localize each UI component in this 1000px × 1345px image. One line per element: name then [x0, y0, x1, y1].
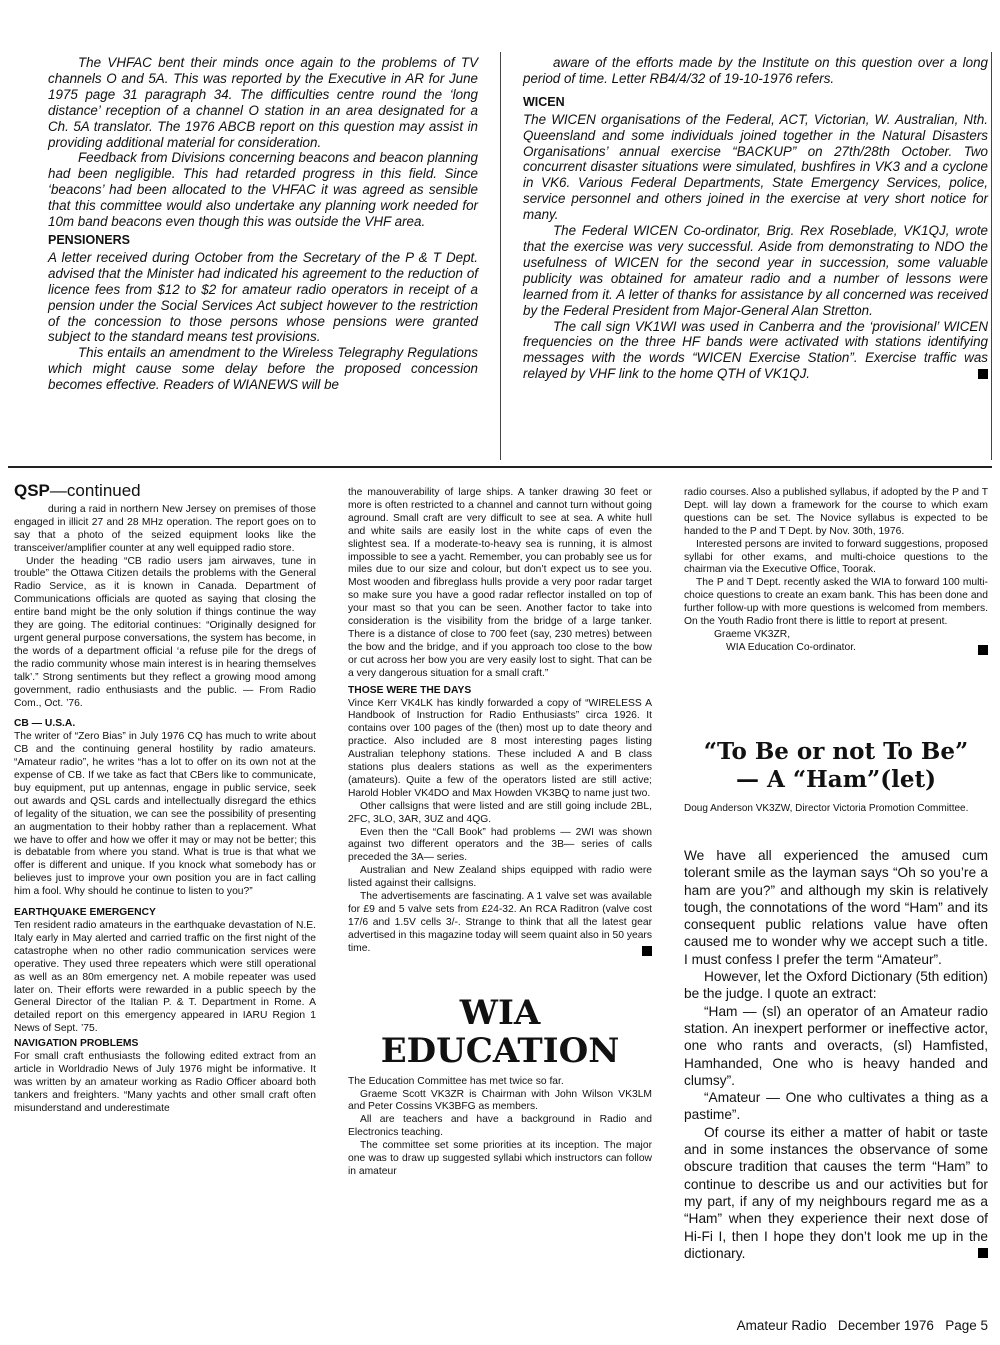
section-divider: [8, 466, 992, 468]
ham-paragraph-5-text: Of course its either a matter of habit or taste and in some instances the observance of some obscure tradition that causes the term “Ham” to continue to describe us and our activities but for my part, if any of my neighbours regard me as a “Ham” when they experience their next dose of Hi-Fi I, then I hope they don’t look me up in the dictionary.: [684, 1124, 988, 1261]
days-paragraph-1: Vince Kerr VK4LK has kindly forwarded a copy of “WIRELESS A Handbook of Instruction for Radio Enthusiasts” circa 1926. It contains over 100 pages of the (then) most up to date theory and practice. Also included are 8 most interesting pages listing Australian telephony stations. These included A and B class stations plus dealers stations as well as the experimenters (amateurs). Quite a few of the operators listed are still active; Harold Hobler VK4DO and Max Howden VK3BQ to name just two.: [348, 697, 652, 799]
qsp-paragraph-1: during a raid in northern New Jersey on premises of those engaged in illicit 27 and 28 MHz operation. The report goes on to say that a photo of the seized equipment looks like the transceiver/amplifier counter at any well equipped radio store.: [14, 503, 316, 554]
end-mark-icon: [978, 645, 988, 655]
vhfac-paragraph-2: Feedback from Divisions concerning beacons and beacon planning had been negligible. This had retarded progress in this field. Since ‘beacons’ had been allocated to the VHFAC it was agreed as sensible that this committee would also undertake any planning work needed for 10m band beacons even though this was outside the VHF area.: [48, 150, 478, 230]
wicen-paragraph-3-text: The call sign VK1WI was used in Canberra and the ‘provisional’ WICEN frequencies on the three HF bands were activated with stations identifying messages with the words “WICEN Exercise Station”. Exercise traffic was relayed by VHF link to the home QTH of VK1QJ.: [523, 318, 988, 382]
footer-page: Page 5: [945, 1318, 988, 1333]
education-paragraph-2: Graeme Scott VK3ZR is Chairman with John Wilson VK3LM and Peter Cossins VK3BFG as members.: [348, 1088, 652, 1113]
navigation-heading: NAVIGATION PROBLEMS: [14, 1038, 139, 1050]
pensioners-continued: aware of the efforts made by the Institute on this question over a long period of time. Letter RB4/4/32 of 19-10-1976 refers.: [523, 55, 988, 86]
pensioners-paragraph-1: A letter received during October from the Secretary of the P & T Dept. advised that the Minister had indicated his agreement to the reduction of licence fees from $12 to $2 for amateur radio operators in receipt of a pension under the Social Services Act subject however to the restriction of the concession to those persons whose pensions were granted subject to the standard means test provisions.: [48, 249, 478, 345]
education-paragraph-1: The Education Committee has met twice so far.: [348, 1075, 564, 1087]
footer-magazine: Amateur Radio: [736, 1318, 827, 1333]
top-right-column: [523, 55, 988, 382]
cb-heading: CB — U.S.A.: [14, 718, 76, 730]
ham-article-title: [684, 738, 988, 794]
wicen-heading: WICEN: [523, 94, 565, 109]
ham-article-body: [684, 847, 988, 1262]
top-right-edge: [991, 52, 992, 460]
ham-title-line-2: — A “Ham”(let): [735, 766, 937, 793]
wicen-paragraph-1: The WICEN organisations of the Federal, ACT, Victorian, W. Australian, Nth. Queensland and some individuals joined together in the Natural Disasters Organisations’ annual exercise “BACKUP” on 27th/28th October. Two concurrent disaster situations were simulated, bushfires in VK3 and a cyclone in VK6. Various Federal Departments, State Emergency Services, police, service personnel and others joined in the exercise at very short notice for many.: [523, 111, 988, 223]
footer-date: December 1976: [837, 1318, 934, 1333]
end-mark-icon: [978, 1248, 988, 1258]
navigation-paragraph: For small craft enthusiasts the following edited extract from an article in Worldradio News of July 1976 might be informative. It was written by an amateur working as Radio Officer aboard both tankers and freighters. “Many yachts and other small craft often misunderstand and underestimate: [14, 1051, 316, 1114]
qsp-title: [14, 481, 316, 500]
education-title-line-1: WIA: [459, 992, 541, 1033]
earthquake-heading: EARTHQUAKE EMERGENCY: [14, 907, 156, 919]
days-paragraph-5-text: The advertisements are fascinating. A 1 valve set was available for £9 and 5 valve sets from £24-32. An RCA Raditron (valve cost 17/6 and 1.5V cells 3/-. Strange to think that all the latest gear advertised in this magazine today will seem quaint also in 50 years time.: [348, 891, 652, 954]
ham-paragraph-3: “Ham — (sl) an operator of an Amateur radio station. An inexpert performer or ineffective actor, one who rants and overacts, (sl) Hamfisted, Hamhanded, One who is heavy handed and clumsy”.: [684, 1003, 988, 1088]
education-paragraph-6: The P and T Dept. recently asked the WIA to forward 100 multi-choice questions to create an exam bank. This has been done and further follow-up with more questions is welcomed from members. On the Youth Radio front there is little to report at present.: [684, 577, 988, 628]
ham-byline: Doug Anderson VK3ZW, Director Victoria Promotion Committee.: [684, 803, 969, 814]
qsp-column: [14, 481, 316, 1116]
middle-column: [348, 487, 652, 1179]
cb-paragraph: The writer of “Zero Bias” in July 1976 CQ has much to write about CB and the continuing general hostility by radio amateurs. “Amateur radio”, he writes “has a lot to offer on its own not at the expense of CB. If we take as fact that CBers like to communicate, buy equipment, put up antennas, engage in public service, seek out awards and QSL cards and intellectually disregard the ethics of legality of the situation, we can see the possibility of presenting an augmentation to their hobby rather than a replacement. What we have to offer and how we offer it may or may not be better; this is debatable from where you stand. What is true is that what we offer is different and unique. If you knock what somebody has or believes just to improve your own position you are in fact calling him a fool. Why should he continue to listen to you?”: [14, 731, 316, 898]
education-continued: radio courses. Also a published syllabus, if adopted by the P and T Dept. will lay down a framework for the course to which exam questions can be set. The Novice syllabus is expected to be handed to the P and T Dept. by Nov. 30th, 1976.: [684, 487, 988, 537]
wicen-paragraph-3: [523, 319, 988, 383]
days-paragraph-4: Australian and New Zealand ships equipped with radio were listed against their callsigns.: [348, 865, 652, 890]
days-paragraph-5: [348, 891, 652, 956]
pensioners-heading: PENSIONERS: [48, 232, 130, 247]
end-mark-icon: [978, 369, 988, 379]
vhfac-paragraph-1: The VHFAC bent their minds once again to the problems of TV channels O and 5A. This was reported by the Executive in AR for June 1975 page 31 paragraph 34. The difficulties centre round the ‘long distance’ reception of a channel O station in an area designated for a Ch. 5A translator. The 1976 ABCB report on this question may assist in providing additional material for consideration.: [48, 55, 478, 150]
days-paragraph-3: Even then the “Call Book” had problems — 2WI was shown against two different operators and the 3B— series of calls preceded the 3A— series.: [348, 826, 652, 864]
end-mark-icon: [642, 946, 652, 956]
page-footer: [737, 1318, 988, 1333]
earthquake-paragraph: Ten resident radio amateurs in the earthquake devastation of N.E. Italy early in May alerted and carried traffic on the first night of the catastrophe when no other radio communication services were operative. They used three repeaters which were still operational as well as an 80m emergency net. A mobile repeater was used later on. Their efforts were rewarded in a public speech by the General Director of the Italian P. & T. Department in Rome. A detailed report on this emergency appeared in IARU Region 1 News of Sept. ’75.: [14, 920, 316, 1035]
qsp-paragraph-2: Under the heading “CB radio users jam airwaves, tune in trouble” the Ottawa Citizen details the problems with the General Radio Service, as it is known in Canada. Department of Communications officials are quoted as saying that closing the entire band might be the only solution if things continue the way they are going. The editorial continues: “Originally designed for urgent general purpose conversations, the system has become, in the words of a department official ‘a refuse pile for the dregs of the radio community whose main interest is in hearing themselves talk’.” Strong sentiments but they reflect a growing mood among government, radio enthusiasts and the public. — From Radio Com., Oct. ’76.: [14, 555, 316, 709]
education-paragraph-5: Interested persons are invited to forward suggestions, proposed syllabi for other exams, and multi-choice questions to the chairman via the Executive Office, Toorak.: [684, 538, 988, 576]
signature-title-text: WIA Education Co-ordinator.: [726, 641, 856, 653]
education-title-line-2: EDUCATION: [380, 1030, 620, 1071]
days-paragraph-2: Other callsigns that were listed and are still going include 2BL, 2FC, 3LO, 3AR, 3UZ and 4QG.: [348, 800, 652, 825]
signature-title: [684, 642, 988, 655]
education-paragraph-4: The committee set some priorities at its inception. The major one was to draw up suggested syllabi which instructors can follow in amateur: [348, 1140, 652, 1177]
ham-paragraph-1: We have all experienced the amused cum tolerant smile as the layman says “Oh so you’re a ham are you?” and although my skin is relatively tough, the connotations of the word “Ham” and its consequent public relations value have often caused me to wonder why we accept such a title. I must confess I prefer the term “Amateur”.: [684, 848, 988, 967]
qsp-title-bold: QSP: [14, 481, 50, 500]
ham-paragraph-2: However, let the Oxford Dictionary (5th edition) be the judge. I quote an extract:: [684, 969, 988, 1002]
days-heading: THOSE WERE THE DAYS: [348, 684, 472, 696]
ham-title-line-1: “To Be or not To Be”: [703, 738, 969, 765]
top-left-column: [48, 55, 478, 393]
education-paragraph-3: All are teachers and have a background in Radio and Electronics teaching.: [348, 1114, 652, 1139]
signature-name: Graeme VK3ZR,: [714, 628, 791, 640]
right-column: [684, 487, 988, 655]
navigation-continued: the manouverability of large ships. A tanker drawing 30 feet or more is often restricted to a channel and cannot turn without going aground. Small craft are very difficult to see at sea. A white hull and white sails are easily lost in the white caps of even the slightest sea. If a moderate-to-heavy sea is running, it is almost impossible to see a yacht. Remember, you can probably see us for miles due to our size and colour, but don’t expect us to see you. Most wooden and fibreglass hulls provide a very poor radar target so make sure you have a good radar reflector installed on top of your mast so that you can be seen. Another factor to take into consideration is the visibility from the bridge of a large tanker. There is a distance of close to 700 feet (say, 230 metres) between the bow and the bridge, and if you approach too close to the bow or cut across her bow you are very easily lost to sight. That can be a very dangerous situation for a small craft.”: [348, 487, 652, 679]
wicen-paragraph-2: The Federal WICEN Co-ordinator, Brig. Rex Roseblade, VK1QJ, wrote that the exercise was very successful. Aside from demonstrating to NDO the usefulness of WICEN for the second year in succession, some valuable publicity was obtained for amateur radio and a number of lessons were learned from it. A letter of thanks for assistance by all concerned was received by the Federal President from Major-General Alan Stretton.: [523, 223, 988, 318]
qsp-title-rest: —continued: [49, 481, 141, 500]
education-title: [348, 994, 652, 1070]
pensioners-paragraph-2: This entails an amendment to the Wireless Telegraphy Regulations which might cause some delay before the proposed concession becomes effective. Readers of WIANEWS will be: [48, 345, 478, 393]
ham-paragraph-5: [684, 1124, 988, 1262]
top-divider-vertical: [500, 52, 501, 460]
ham-paragraph-4: “Amateur — One who cultivates a thing as a pastime”.: [684, 1090, 988, 1123]
